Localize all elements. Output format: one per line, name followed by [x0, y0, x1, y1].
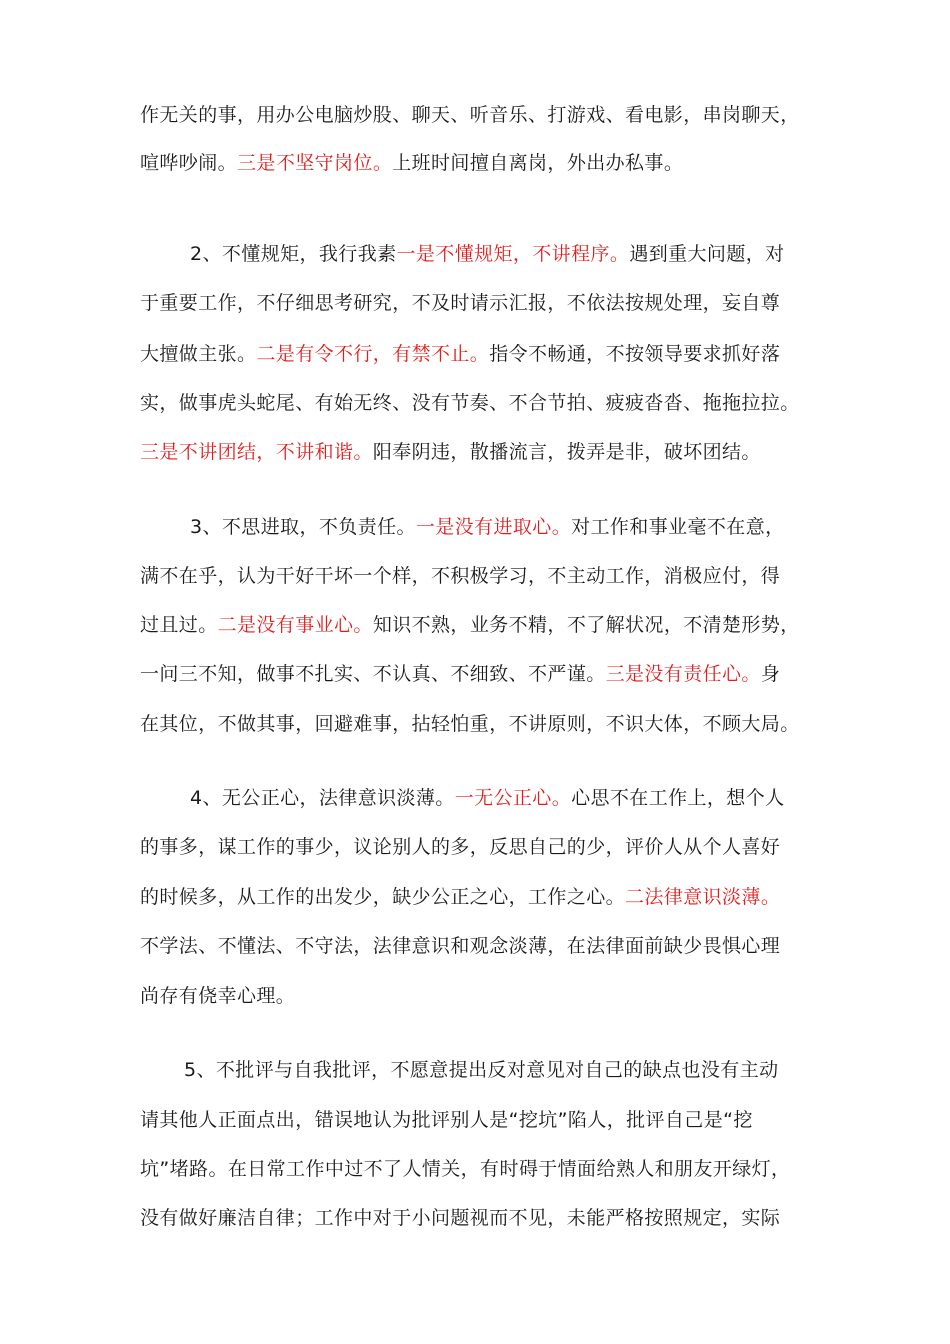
text-line	[140, 290, 780, 316]
body-text: 满不在乎，认为干好干坏一个样，不积极学习，不主动工作，消极应付，得	[140, 565, 781, 587]
body-text: 不学法、不懂法、不守法，法律意识和观念淡薄，在法律面前缺少畏惧心理	[140, 935, 781, 957]
text-line	[184, 1057, 779, 1083]
highlighted-text: 三是不坚守岗位。	[237, 152, 393, 174]
body-text: 阳奉阴违，散播流言，拨弄是非，破坏团结。	[372, 441, 761, 463]
body-text: 上班时间擅自离岗，外出办私事。	[392, 152, 684, 174]
text-line	[140, 1205, 780, 1231]
body-text: 尚存有侥幸心理。	[140, 985, 296, 1007]
body-text: 的时候多，从工作的出发少，缺少公正之心，工作之心。	[140, 886, 626, 908]
body-text: 2、不懂规矩，我行我素	[190, 243, 397, 265]
text-line	[140, 933, 780, 959]
body-text: 对工作和事业毫不在意，	[571, 516, 785, 538]
highlighted-text: 一是没有进取心。	[415, 516, 572, 538]
body-text: 过且过。	[140, 614, 218, 636]
highlighted-text: 二法律意识淡薄。	[625, 886, 781, 908]
body-text: 大擅做主张。	[140, 343, 257, 365]
text-line	[140, 150, 683, 176]
highlighted-text: 三是没有责任心。	[605, 663, 761, 685]
text-line	[190, 785, 785, 811]
highlighted-text: 二是有令不行，有禁不止。	[256, 343, 490, 365]
text-line	[140, 661, 780, 687]
text-line	[140, 390, 800, 416]
text-line	[140, 439, 761, 465]
body-text: 3、不思进取，不负责任。	[190, 516, 416, 538]
body-text: 身	[760, 663, 781, 685]
body-text: 实，做事虎头蛇尾、有始无终、没有节奏、不合节拍、疲疲沓沓、拖拖拉拉。	[140, 392, 800, 414]
body-text: 指令不畅通，不按领导要求抓好落	[489, 343, 781, 365]
text-line	[140, 102, 800, 128]
body-text: 喧哗吵闹。	[140, 152, 238, 174]
body-text: 作无关的事，用办公电脑炒股、聊天、听音乐、打游戏、看电影，串岗聊天，	[140, 104, 800, 126]
body-text: 遇到重大问题，对	[629, 243, 785, 265]
text-line	[140, 612, 800, 638]
highlighted-text: 二是没有事业心。	[217, 614, 373, 636]
body-text: 5、不批评与自我批评，不愿意提出反对意见对自己的缺点也没有主动	[184, 1059, 779, 1081]
text-line	[190, 514, 785, 540]
text-line	[140, 834, 780, 860]
body-text: 于重要工作，不仔细思考研究，不及时请示汇报，不依法按规处理，妄自尊	[140, 292, 781, 314]
body-text: 心思不在工作上，想个人	[571, 787, 785, 809]
body-text: 坑”堵路。在日常工作中过不了人情关，有时碍于情面给熟人和朋友开绿灯，	[140, 1158, 791, 1180]
body-text: 的事多，谋工作的事少，议论别人的多，反思自己的少，评价人从个人喜好	[140, 836, 781, 858]
body-text: 4、无公正心，法律意识淡薄。	[190, 787, 455, 809]
text-line	[140, 1156, 790, 1182]
body-text: 一问三不知，做事不扎实、不认真、不细致、不严谨。	[140, 663, 606, 685]
text-line	[140, 711, 800, 737]
body-text: 请其他人正面点出，错误地认为批评别人是“挖坑”陷人，批评自己是“挖	[140, 1109, 753, 1131]
text-line	[140, 884, 780, 910]
text-line	[140, 341, 780, 367]
highlighted-text: 一是不懂规矩，不讲程序。	[396, 243, 630, 265]
body-text: 没有做好廉洁自律；工作中对于小问题视而不见，未能严格按照规定，实际	[140, 1207, 781, 1229]
text-line	[140, 563, 780, 589]
body-text: 在其位，不做其事，回避难事，拈轻怕重，不讲原则，不识大体，不顾大局。	[140, 713, 800, 735]
text-line	[140, 1107, 753, 1133]
body-text: 知识不熟，业务不精，不了解状况，不清楚形势，	[372, 614, 800, 636]
text-line	[190, 241, 785, 267]
highlighted-text: 三是不讲团结，不讲和谐。	[140, 441, 373, 463]
text-line	[140, 983, 295, 1009]
highlighted-text: 一无公正心。	[454, 787, 572, 809]
